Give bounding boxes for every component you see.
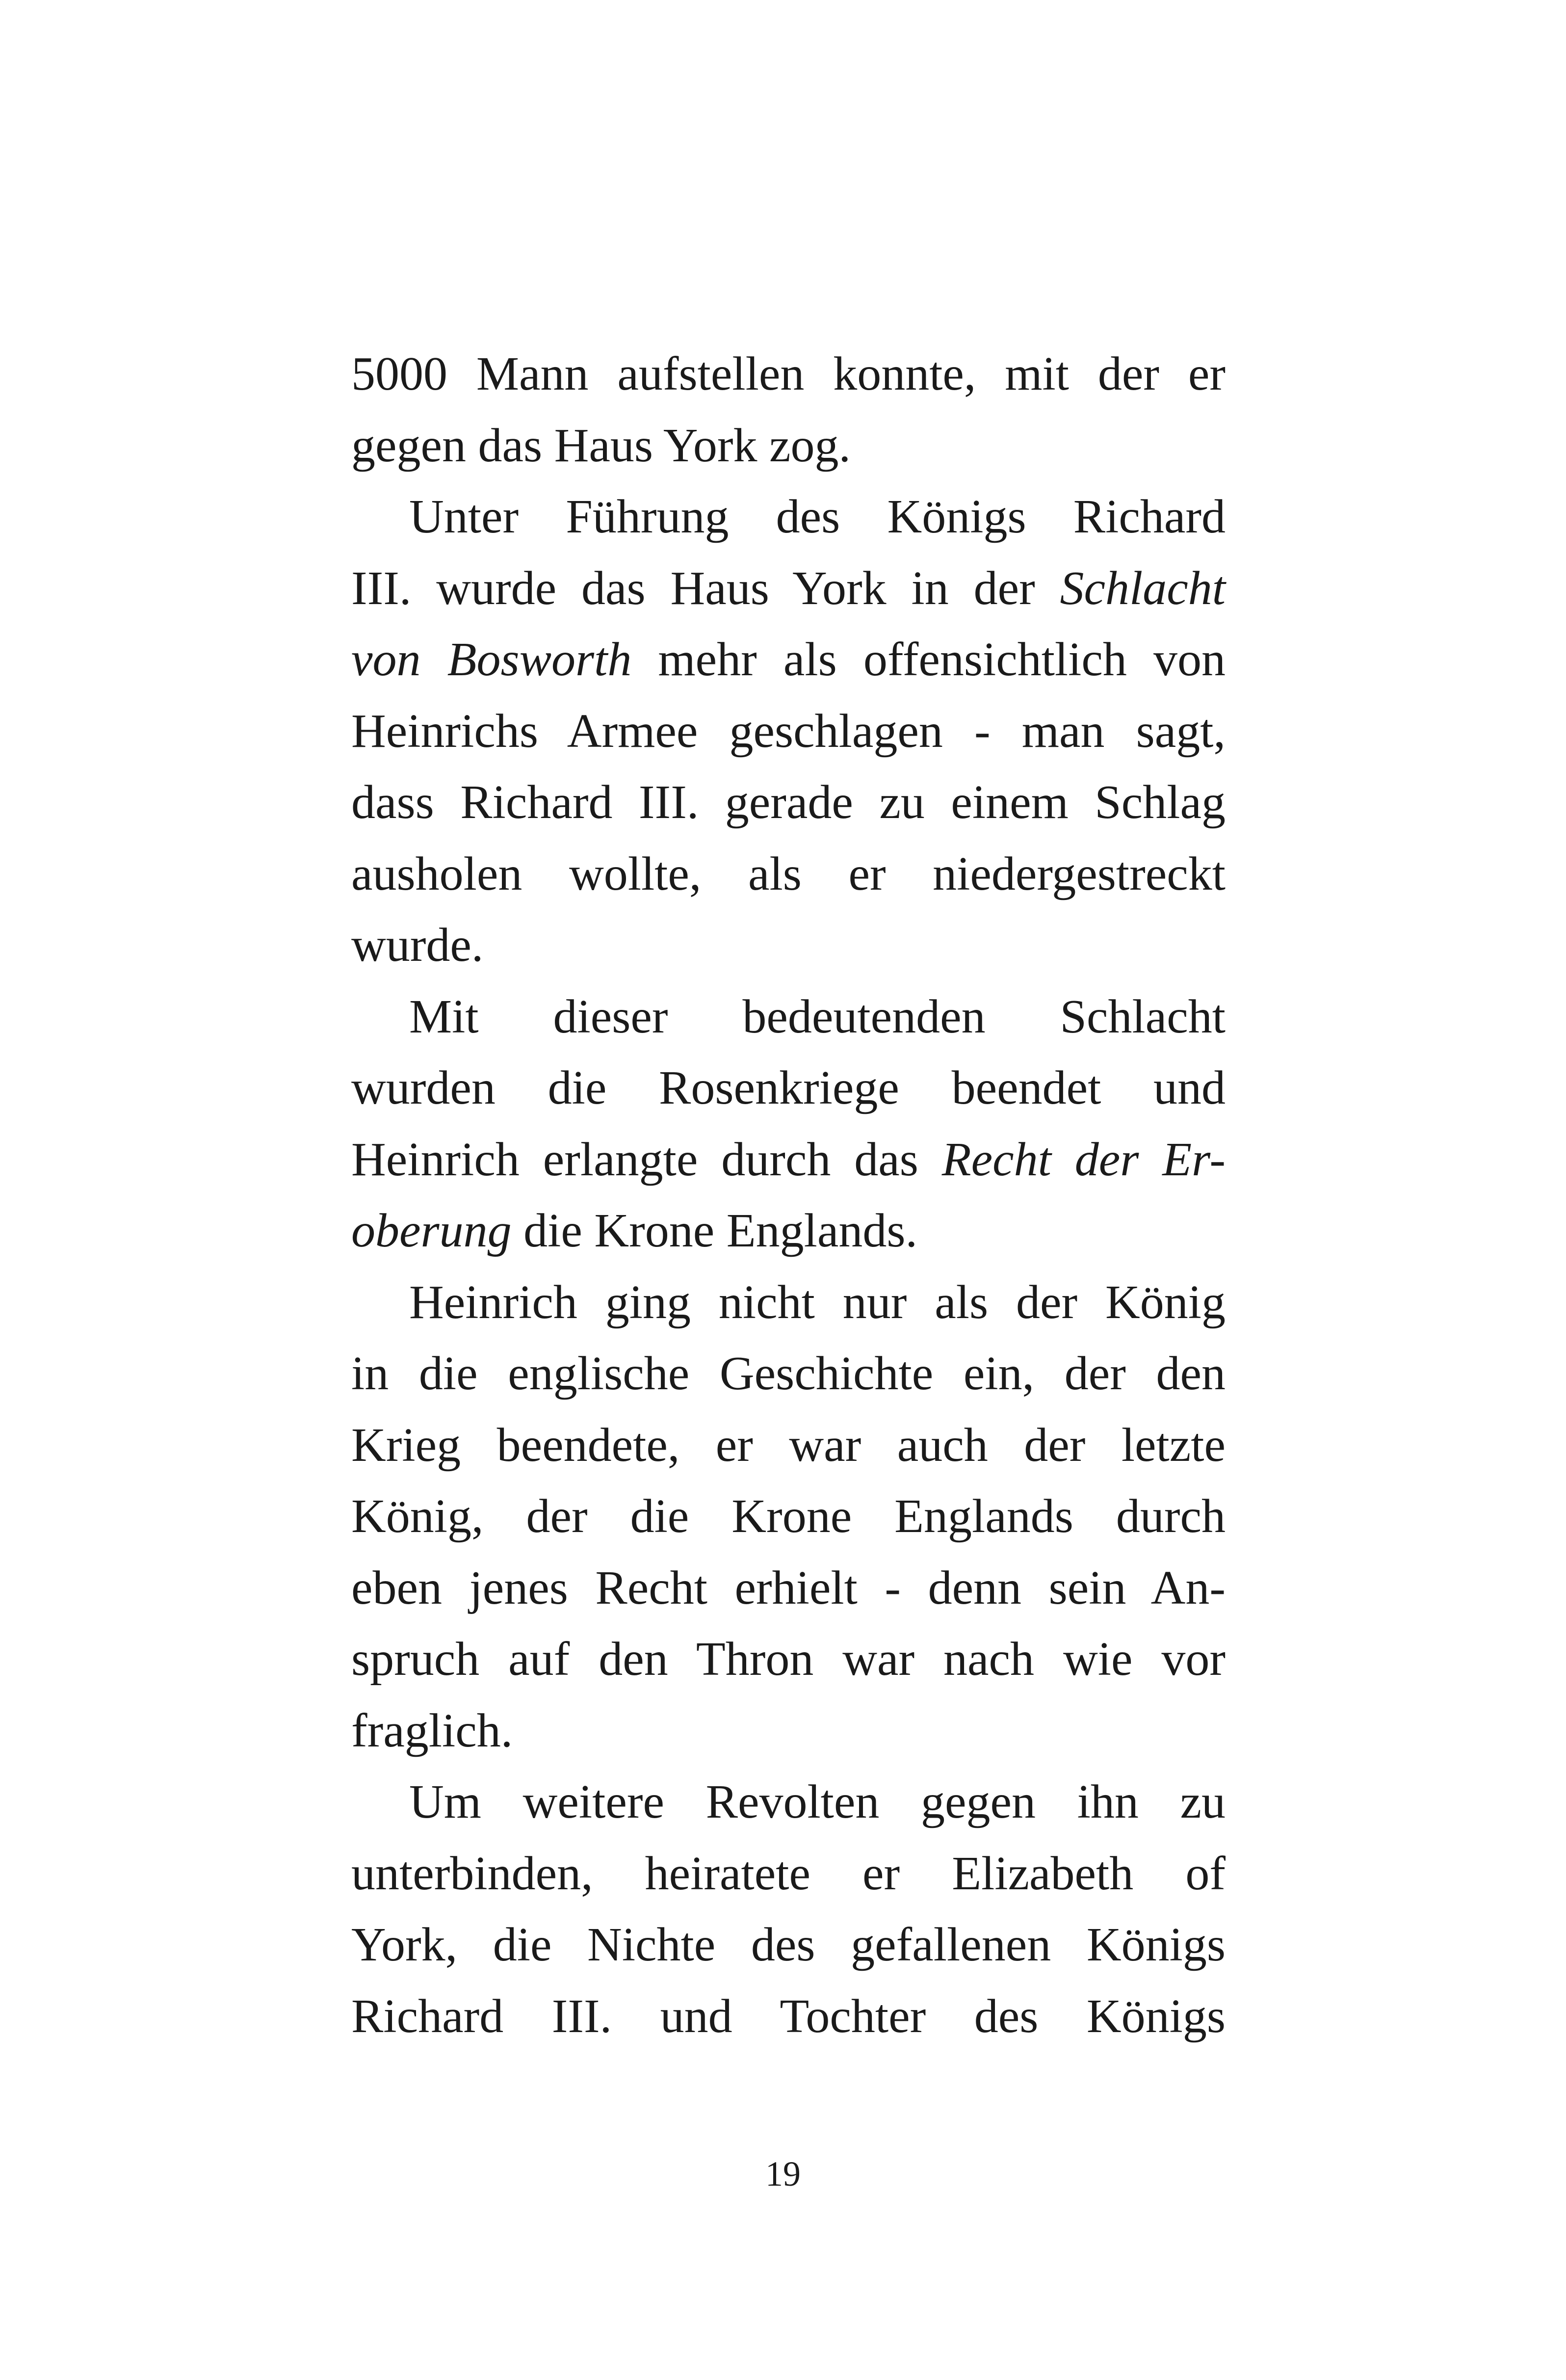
text-line: York, die Nichte des gefallenen Königs — [351, 1918, 1226, 1971]
paragraph — [351, 481, 1226, 981]
paragraph — [351, 981, 1226, 1267]
text-line: in die englische Geschichte ein, der den — [351, 1347, 1226, 1400]
text-line: gegen das Haus York zog. — [351, 419, 851, 472]
text-line: Heinrich erlangte durch das Recht der Er- — [351, 1133, 1226, 1186]
text-line: eben jenes Recht erhielt - denn sein An- — [351, 1561, 1226, 1614]
paragraph — [351, 1267, 1226, 1767]
italic-term: oberung — [351, 1204, 512, 1257]
text-line: dass Richard III. gerade zu einem Schlag — [351, 776, 1226, 829]
text-line: spruch auf den Thron war nach wie vor — [351, 1633, 1226, 1686]
italic-term: Recht der Er- — [941, 1133, 1226, 1186]
text-line: oberung die Krone Englands. — [351, 1204, 917, 1257]
text-line: Krieg beendete, er war auch der letzte — [351, 1418, 1226, 1472]
text-line: wurde. — [351, 919, 484, 972]
text-line: Um weitere Revolten gegen ihn zu — [409, 1775, 1226, 1828]
text-line: König, der die Krone Englands durch — [351, 1490, 1226, 1543]
page-number: 19 — [765, 2154, 801, 2194]
italic-term: Schlacht — [1060, 561, 1226, 615]
text-line: 5000 Mann aufstellen konnte, mit der er — [351, 347, 1226, 400]
text-line: Richard III. und Tochter des Königs — [351, 1989, 1226, 2043]
text-line: III. wurde das Haus York in der Schlacht — [351, 561, 1226, 615]
paragraph — [351, 1767, 1226, 2052]
text-line: Heinrichs Armee geschlagen - man sagt, — [351, 704, 1226, 758]
text-line: Heinrich ging nicht nur als der König — [409, 1275, 1226, 1329]
italic-term: von Bosworth — [351, 633, 632, 686]
text-line: Unter Führung des Königs Richard — [409, 490, 1226, 543]
text-line: von Bosworth mehr als offensichtlich von — [351, 633, 1226, 686]
paragraph — [351, 339, 1226, 481]
text-line: fraglich. — [351, 1704, 513, 1757]
text-line: unterbinden, heiratete er Elizabeth of — [351, 1847, 1226, 1900]
text-line: Mit dieser bedeutenden Schlacht — [409, 990, 1226, 1043]
text-line: wurden die Rosenkriege beendet und — [351, 1061, 1226, 1114]
text-line: ausholen wollte, als er niedergestreckt — [351, 847, 1226, 900]
body-text — [351, 339, 1226, 2052]
